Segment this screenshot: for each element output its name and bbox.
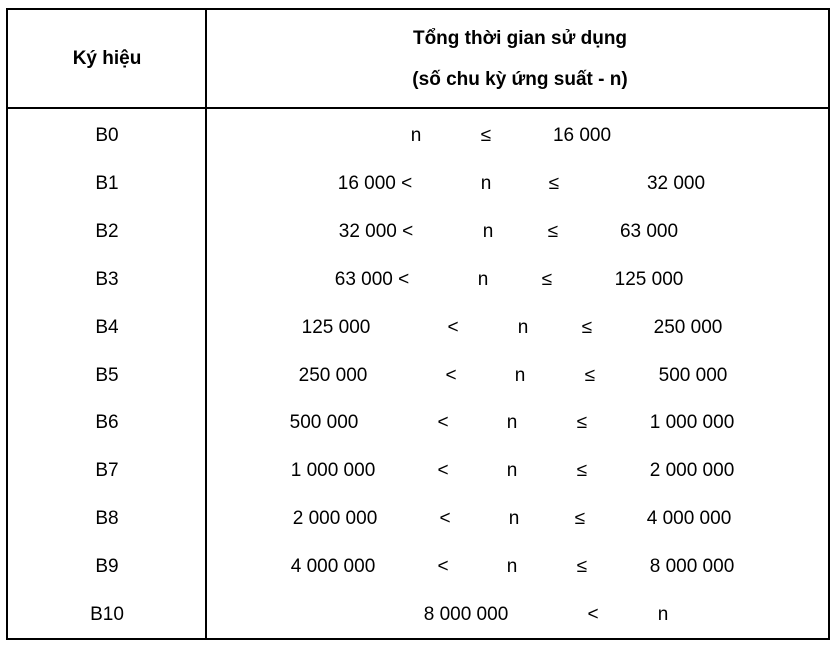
header-cycles: (số chu kỳ ứng suất - n) bbox=[412, 69, 628, 90]
comparison-symbol: < bbox=[447, 316, 459, 338]
comparison-symbol: ≤ bbox=[574, 508, 586, 530]
range-value: 8 000 000 bbox=[423, 604, 509, 625]
cycle-variable: n bbox=[410, 125, 422, 146]
cycle-variable: n bbox=[480, 172, 492, 194]
cycle-variable: n bbox=[506, 460, 518, 482]
range-value: 1 000 000 bbox=[290, 460, 376, 482]
header-divider bbox=[8, 107, 828, 109]
row-code: B1 bbox=[95, 172, 119, 194]
range-value: 16 000 < bbox=[337, 172, 413, 194]
comparison-symbol: < bbox=[587, 604, 599, 625]
header-symbol: Ký hiệu bbox=[72, 48, 142, 69]
range-value: 2 000 000 bbox=[292, 508, 378, 530]
range-value: 125 000 bbox=[301, 316, 371, 338]
range-value: 500 000 bbox=[289, 412, 359, 434]
comparison-symbol: ≤ bbox=[576, 460, 588, 482]
header-total-time: Tổng thời gian sử dụng bbox=[412, 28, 628, 49]
range-value: 2 000 000 bbox=[649, 460, 735, 482]
cycle-variable: n bbox=[506, 412, 518, 434]
comparison-symbol: ≤ bbox=[576, 412, 588, 434]
range-value: 63 000 < bbox=[334, 268, 410, 290]
comparison-symbol: < bbox=[437, 556, 449, 578]
comparison-symbol: ≤ bbox=[576, 556, 588, 578]
cycle-variable: n bbox=[477, 268, 489, 290]
range-value: 500 000 bbox=[658, 364, 728, 386]
row-code: B10 bbox=[90, 604, 124, 625]
range-value: 4 000 000 bbox=[646, 508, 732, 530]
row-code: B8 bbox=[95, 508, 119, 530]
column-divider bbox=[205, 10, 207, 638]
cycle-variable: n bbox=[517, 316, 529, 338]
range-value: 63 000 bbox=[619, 220, 679, 242]
row-code: B4 bbox=[95, 316, 119, 338]
range-value: 250 000 bbox=[653, 316, 723, 338]
range-value: 1 000 000 bbox=[649, 412, 735, 434]
range-value: 8 000 000 bbox=[649, 556, 735, 578]
range-value: 250 000 bbox=[298, 364, 368, 386]
comparison-symbol: < bbox=[437, 412, 449, 434]
row-code: B7 bbox=[95, 460, 119, 482]
row-code: B3 bbox=[95, 268, 119, 290]
row-code: B9 bbox=[95, 556, 119, 578]
comparison-symbol: ≤ bbox=[541, 268, 553, 290]
row-code: B5 bbox=[95, 364, 119, 386]
comparison-symbol: ≤ bbox=[581, 316, 593, 338]
classification-table bbox=[6, 8, 830, 640]
row-code: B0 bbox=[95, 125, 119, 146]
cycle-variable: n bbox=[657, 604, 669, 625]
comparison-symbol: ≤ bbox=[548, 172, 560, 194]
cycle-variable: n bbox=[482, 220, 494, 242]
range-value: 16 000 bbox=[552, 125, 612, 146]
comparison-symbol: ≤ bbox=[480, 125, 492, 146]
range-value: 125 000 bbox=[614, 268, 684, 290]
comparison-symbol: < bbox=[437, 460, 449, 482]
comparison-symbol: ≤ bbox=[584, 364, 596, 386]
comparison-symbol: < bbox=[439, 508, 451, 530]
cycle-variable: n bbox=[514, 364, 526, 386]
range-value: 32 000 bbox=[646, 172, 706, 194]
cycle-variable: n bbox=[506, 556, 518, 578]
range-value: 32 000 < bbox=[338, 220, 414, 242]
row-code: B2 bbox=[95, 220, 119, 242]
range-value: 4 000 000 bbox=[290, 556, 376, 578]
comparison-symbol: < bbox=[445, 364, 457, 386]
row-code: B6 bbox=[95, 412, 119, 434]
comparison-symbol: ≤ bbox=[547, 220, 559, 242]
cycle-variable: n bbox=[508, 508, 520, 530]
